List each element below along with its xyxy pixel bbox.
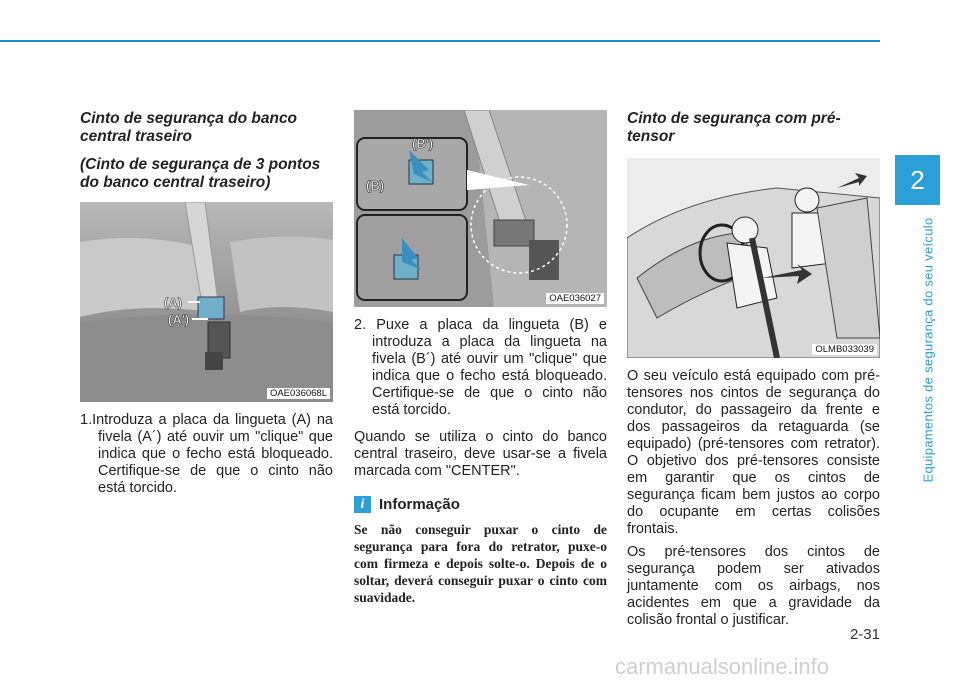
- watermark: carmanualsonline.info: [615, 654, 830, 679]
- figure-code: OLMB033039: [812, 344, 877, 355]
- section-heading-center-seat: Cinto de segurança do banco central traseiro: [80, 110, 298, 145]
- pretensioner-paragraph-2: Os pré-tensores dos cintos de segurança podem ser ativados juntamente com os airbags, nos acidentes em que a gravidade da colisão frontal o justificar.: [627, 544, 880, 628]
- figure-buckle-closeup: [354, 110, 607, 307]
- column-2: [354, 110, 607, 620]
- center-buckle-note: Quando se utiliza o cinto do banco central traseiro, deve usar-se a fivela marcada com "CENTER".: [354, 429, 607, 479]
- chapter-number-tab: [895, 155, 940, 205]
- chapter-title-tab: [918, 205, 938, 495]
- header-rule: [0, 40, 880, 42]
- label-a: (A): [164, 295, 183, 310]
- section-subheading-3-point: (Cinto de segurança de 3 pontos do banco central traseiro): [80, 156, 321, 191]
- column-1: [80, 110, 333, 497]
- figure-code: OAE036068L: [267, 388, 330, 399]
- label-b-prime: (B'): [412, 136, 434, 151]
- step-1-text: 1.Introduza a placa da lingueta (A) na fivela (A´) até ouvir um "clique" que indica que o fecho está bloqueado. Certifique-se de que o cinto não está torcido.: [80, 412, 333, 496]
- chapter-number: 2: [910, 164, 925, 195]
- info-header: [354, 496, 607, 513]
- page-number: 2-31: [849, 626, 880, 643]
- pretensioner-paragraph-1: O seu veículo está equipado com pré-tensores nos cintos de segurança do condutor, do passageiro da frente e dos passageiros da retaguarda (se equipado) (pré-tensores com retrator). O objetivo dos pré-tensores consiste em garantir que os cintos de segurança ficam bem justos ao corpo do ocupante em certas colisões frontais.: [627, 368, 880, 537]
- step-2-text: 2. Puxe a placa da lingueta (B) e introduza a placa da lingueta na fivela (B´) até ouvir um "clique" que indica que o fecho está bloqueado. Certifique-se de que o cinto não está torcido.: [354, 317, 607, 418]
- buckle-illustration: [354, 110, 607, 307]
- figure-code: OAE036027: [546, 293, 604, 304]
- chapter-title: Equipamentos de segurança do seu veículo: [920, 217, 936, 483]
- label-a-prime: (A'): [168, 312, 190, 327]
- rear-seat-illustration: [80, 202, 333, 402]
- label-b: (B): [366, 178, 385, 193]
- info-icon: i: [354, 496, 371, 513]
- info-text: Se não conseguir puxar o cinto de segurança para fora do retrator, puxe-o com firmeza e depois solte-o. Depois de o soltar, deverá conseguir puxar o cinto com suavidade.: [354, 522, 607, 605]
- figure-rear-center-buckle: [80, 202, 333, 402]
- section-heading-pretensioner: Cinto de segurança com pré-tensor: [627, 110, 841, 145]
- figure-pretensioner: [627, 158, 880, 358]
- column-3: [627, 110, 880, 629]
- info-title: Informação: [379, 496, 460, 513]
- pretensioner-illustration: [627, 158, 880, 358]
